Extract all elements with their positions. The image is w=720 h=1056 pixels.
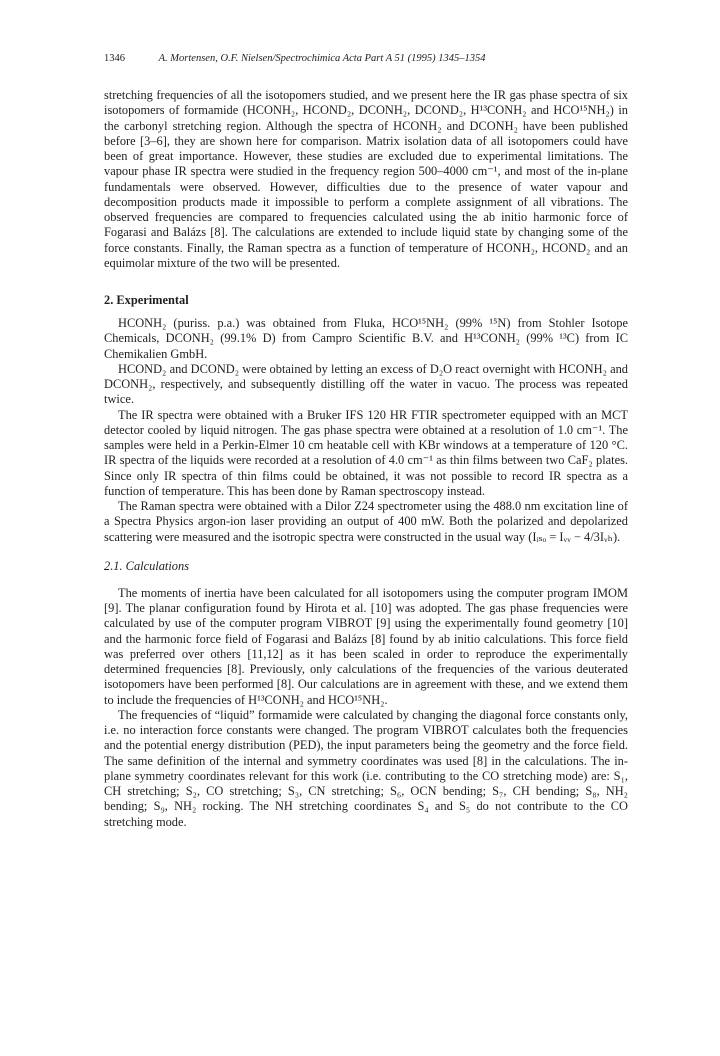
paragraph-ir-spectra: The IR spectra were obtained with a Bruker IFS 120 HR FTIR spectrometer equipped with an MCT detector cooled by liquid nitrogen. The gas phase spectra were obtained at a resolution of 1.0 cm⁻¹. The samples were held in a Perkin-Elmer 10 cm heatable cell with KBr windows at a temperature of 120 °C. IR spectra of the liquids were recorded at a resolution of 4.0 cm⁻¹ as thin films between two CaF₂ plates. Since only IR spectra of thin films could be obtained, it was not possible to record IR spectra as a function of temperature. This has been done by Raman spectroscopy instead.	[104, 407, 628, 498]
section-heading-experimental: 2. Experimental	[104, 293, 189, 307]
paragraph-materials: HCONH₂ (puriss. p.a.) was obtained from Fluka, HCO¹⁵NH₂ (99% ¹⁵N) from Stohler Isotope Chemicals, DCONH₂ (99.1% D) from Campro Scientific B.V. and H¹³CONH₂ (99% ¹³C) from IC Chemikalien GmbH.	[104, 316, 628, 361]
subsection-heading-calculations: 2.1. Calculations	[104, 558, 190, 573]
running-title: A. Mortensen, O.F. Nielsen/Spectrochimica Acta Part A 51 (1995) 1345–1354	[158, 53, 486, 64]
page-number: 1346	[104, 53, 125, 64]
paragraph-raman-spectra: The Raman spectra were obtained with a Dilor Z24 spectrometer using the 488.0 nm excitation line of a Spectra Physics argon-ion laser providing an output of 400 mW. Both the polarized and depolarized scattering were measured and the isotropic spectra were constructed in the usual way (Iᵢₛₒ = Iᵥᵥ − 4/3Iᵥₕ).	[104, 499, 628, 544]
paragraph-moments-of-inertia: The moments of inertia have been calculated for all isotopomers using the computer program IMOM [9]. The planar configuration found by Hirota et al. [10] was adopted. The gas phase frequencies were calculated by use of the computer program VIBROT [9] using the experimentally found geometry [10] and the harmonic force field of Fogarasi and Balázs [8] found by ab initio calculations. This force field was preferred over others [11,12] as it has been scaled in order to reproduce the experimentally determined frequencies [8]. Previously, only calculations of the frequencies of the various deuterated isotopomers have been performed [8]. Our calculations are in agreement with these, and we extend them to include the frequencies of H¹³CONH₂ and HCO¹⁵NH₂.	[104, 585, 628, 707]
intro-paragraph: stretching frequencies of all the isotopomers studied, and we present here the IR gas phase spectra of six isotopomers of formamide (HCONH₂, HCOND₂, DCONH₂, DCOND₂, H¹³CONH₂ and HCO¹⁵NH₂) in the carbonyl stretching region. Although the spectra of HCONH₂ and DCONH₂ have been published before [3–6], they are shown here for comparison. Matrix isolation data of all isotopomers could have been of great importance. However, these studies are excluded due to experimental limitations. The vapour phase IR spectra were studied in the frequency region 500–4000 cm⁻¹, and most of the in-plane fundamentals were observed. However, difficulties due to the presence of water vapour and decomposition products made it impossible to perform a complete assignment of all vibrations. The observed frequencies are compared to frequencies calculated using the ab initio harmonic force of Fogarasi and Balázs [8]. The calculations are extended to include liquid state by changing some of the force constants. Finally, the Raman spectra as a function of temperature of HCONH₂, HCOND₂ and an equimolar mixture of the two will be presented.	[104, 88, 628, 270]
paragraph-deuteration: HCOND₂ and DCOND₂ were obtained by letting an excess of D₂O react overnight with HCONH₂ and DCONH₂, respectively, and subsequently distilling off the water in vacuo. The process was repeated twice.	[104, 361, 628, 407]
running-header	[104, 52, 628, 66]
paragraph-liquid-formamide: The frequencies of “liquid” formamide were calculated by changing the diagonal force constants only, i.e. no interaction force constants were changed. The program VIBROT calculates both the frequencies and the potential energy distribution (PED), the input parameters being the geometry and the force field. The same definition of the internal and symmetry coordinates was used [8] in the calculations. The in-plane symmetry coordinates relevant for this work (i.e. contributing to the CO stretching mode) are: S₁, CH stretching; S₂, CO stretching; S₃, CN stretching; S₆, OCN bending; S₇, CH bending; S₈, NH₂ bending; S₉, NH₂ rocking. The NH stretching coordinates S₄ and S₅ do not contribute to the CO stretching mode.	[104, 707, 628, 829]
